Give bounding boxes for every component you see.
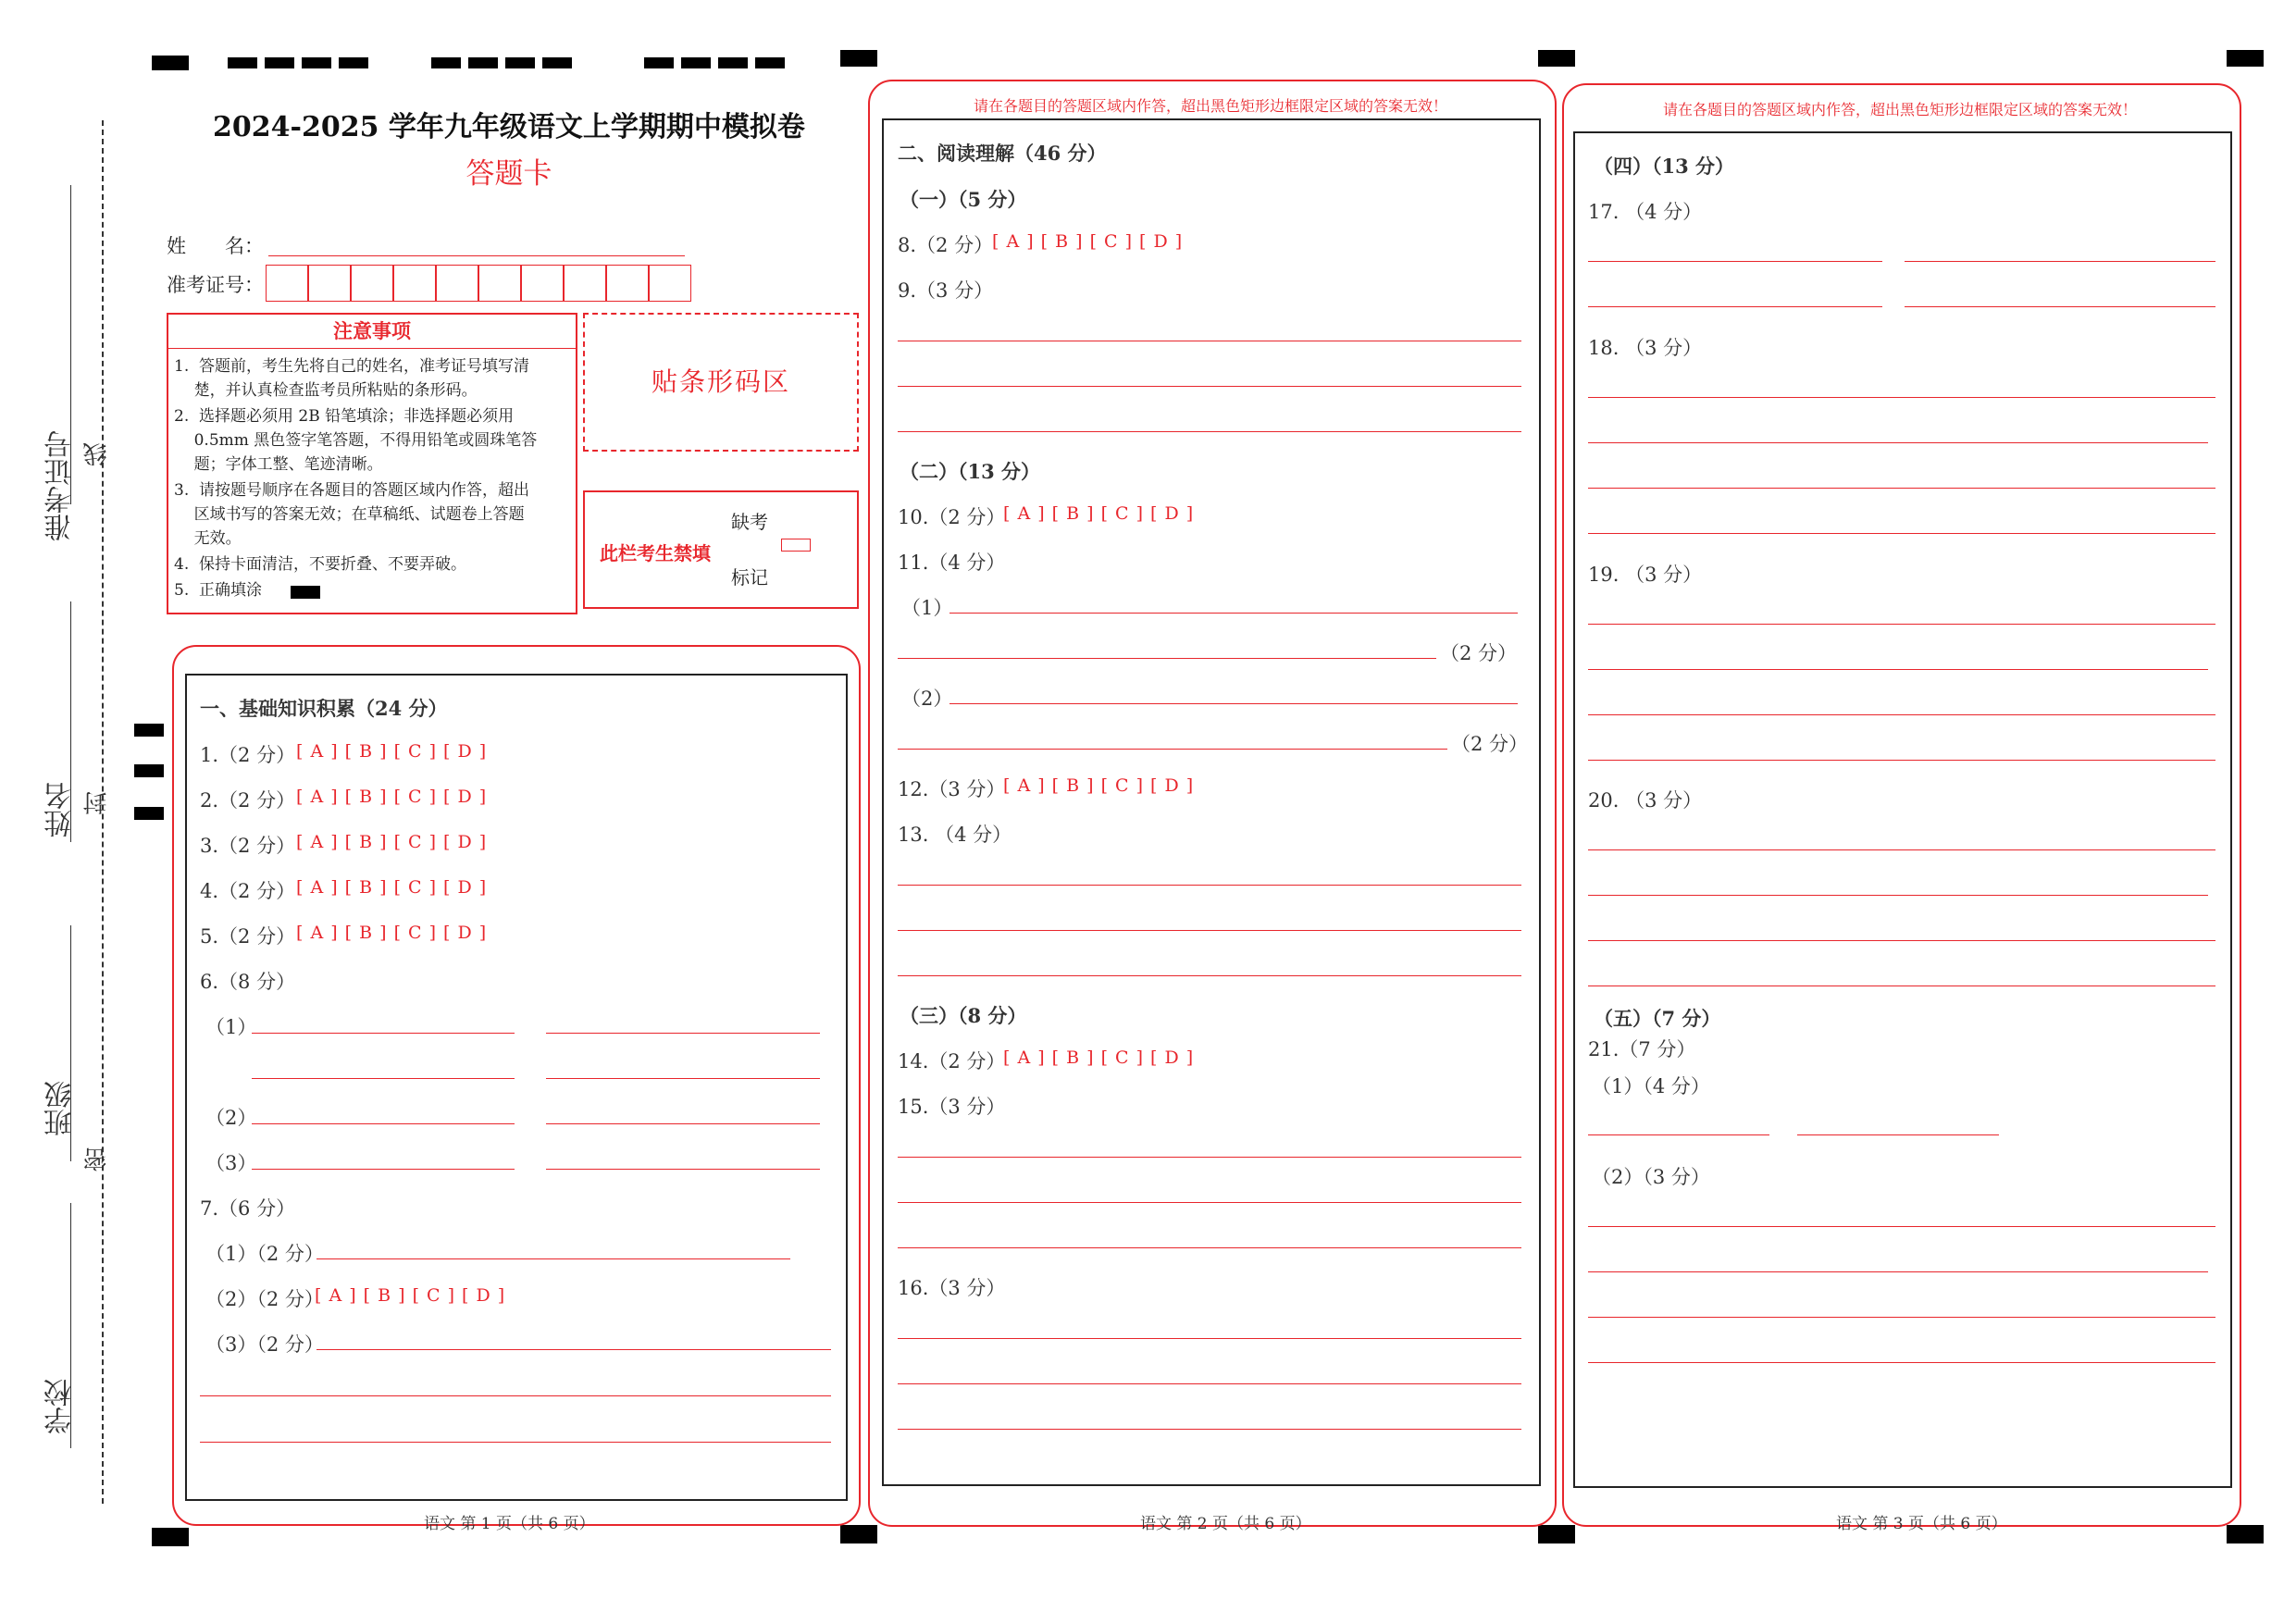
answer-line[interactable] (546, 1123, 820, 1124)
note-line: 3. 请按题号顺序在各题目的答题区域内作答，超出 (174, 481, 530, 500)
timing-mark (542, 57, 572, 68)
answer-line[interactable] (898, 431, 1521, 432)
exam-no-cell[interactable] (351, 265, 393, 302)
answer-line[interactable] (898, 1429, 1521, 1430)
part-3-title: （三）（8 分） (900, 1004, 1027, 1027)
answer-line[interactable] (316, 1349, 831, 1350)
answer-line[interactable] (898, 975, 1521, 976)
side-label-secret: 密 (83, 1147, 111, 1172)
page2-notice: 请在各题目的答题区域内作答，超出黑色矩形边框限定区域的答案无效！ (973, 97, 1447, 115)
q14-label: 14.（2 分） (898, 1050, 1006, 1072)
q7-label: 7.（6 分） (200, 1197, 296, 1220)
timing-mark (1538, 1525, 1575, 1543)
q7-2-options[interactable]: [ A ] [ B ] [ C ] [ D ] (315, 1285, 506, 1306)
note-line: 2. 选择题必须用 2B 铅笔填涂；非选择题必须用 (174, 407, 515, 426)
answer-line[interactable] (252, 1123, 515, 1124)
side-label-exam-no: 准考证号 (44, 430, 77, 541)
barcode-area (583, 313, 859, 452)
q18-label: 18. （3 分） (1588, 337, 1703, 359)
timing-mark (840, 1525, 877, 1543)
answer-line[interactable] (898, 749, 1447, 750)
q6-label: 6.（8 分） (200, 971, 296, 993)
q6-1-label: （1） (205, 1016, 257, 1038)
answer-line[interactable] (1588, 940, 2215, 941)
side-label-name: 姓名 (44, 782, 77, 837)
exam-no-cell[interactable] (649, 265, 691, 302)
side-label-seal: 封 (83, 791, 111, 815)
note-line: 0.5mm 黑色签字笔答题，不得用铅笔或圆珠笔答 (174, 431, 538, 450)
q14-options[interactable]: [ A ] [ B ] [ C ] [ D ] (1003, 1048, 1195, 1068)
q7-3-label: （3）（2 分） (205, 1333, 324, 1356)
answer-line[interactable] (1588, 306, 1882, 307)
absent-box (583, 490, 859, 609)
note-line: 楚，并认真检查监考员所粘贴的条形码。 (174, 381, 478, 400)
page3-notice: 请在各题目的答题区域内作答，超出黑色矩形边框限定区域的答案无效！ (1662, 101, 2137, 118)
exam-no-cell[interactable] (266, 265, 308, 302)
q13-label: 13. （4 分） (898, 824, 1012, 846)
note-line: 5. 正确填涂 (174, 581, 263, 600)
name-label: 姓 名： (167, 235, 264, 257)
timing-mark (228, 57, 257, 68)
part-5-title: （五）（7 分） (1594, 1007, 1721, 1030)
answer-line[interactable] (1588, 714, 2215, 715)
answer-line[interactable] (1588, 895, 2208, 896)
answer-line[interactable] (1797, 1134, 1999, 1135)
answer-line[interactable] (1588, 624, 2215, 625)
answer-line[interactable] (252, 1169, 515, 1170)
q10-label: 10.（2 分） (898, 506, 1006, 528)
answer-line[interactable] (1588, 1362, 2215, 1363)
answer-line[interactable] (1588, 533, 2215, 534)
absent-forbid-label: 此栏考生禁填 (600, 542, 711, 564)
timing-mark (755, 57, 785, 68)
q21-2-label: （2）（3 分） (1592, 1166, 1710, 1188)
answer-line[interactable] (200, 1395, 831, 1396)
q21-label: 21.（7 分） (1588, 1038, 1696, 1060)
q11-label: 11.（4 分） (898, 552, 1006, 574)
q12-options[interactable]: [ A ] [ B ] [ C ] [ D ] (1003, 775, 1195, 796)
q7-1-label: （1）（2 分） (205, 1243, 324, 1265)
exam-no-cell[interactable] (606, 265, 649, 302)
q9-label: 9.（3 分） (898, 279, 994, 302)
timing-mark (505, 57, 535, 68)
timing-mark (339, 57, 368, 68)
section-2-title: 二、阅读理解（46 分） (898, 142, 1107, 165)
timing-mark (431, 57, 461, 68)
page1-footer: 语文 第 1 页（共 6 页） (424, 1515, 595, 1533)
q2-label: 2.（2 分） (200, 789, 296, 812)
q2-options[interactable]: [ A ] [ B ] [ C ] [ D ] (296, 787, 488, 807)
note-line: 题；字体工整、笔迹清晰。 (174, 455, 383, 474)
answer-line[interactable] (898, 930, 1521, 931)
timing-mark (265, 57, 294, 68)
answer-line[interactable] (898, 1338, 1521, 1339)
timing-mark (468, 57, 498, 68)
side-label-line: 线 (83, 442, 111, 466)
answer-line[interactable] (949, 613, 1518, 614)
timing-mark (134, 764, 164, 777)
exam-no-label: 准考证号： (167, 274, 264, 296)
timing-mark (718, 57, 748, 68)
section-1-title: 一、基础知识积累（24 分） (200, 697, 448, 720)
timing-mark (2227, 50, 2264, 67)
exam-no-cell[interactable] (478, 265, 521, 302)
q6-2-label: （2） (205, 1107, 257, 1129)
answer-line[interactable] (546, 1033, 820, 1034)
answer-line[interactable] (1588, 442, 2208, 443)
answer-line[interactable] (252, 1078, 515, 1079)
answer-line[interactable] (316, 1258, 790, 1259)
answer-line[interactable] (1588, 669, 2208, 670)
q8-label: 8.（2 分） (898, 234, 994, 256)
q5-label: 5.（2 分） (200, 925, 296, 948)
side-label-school: 学校 (44, 1379, 77, 1434)
answer-line[interactable] (898, 1157, 1521, 1158)
exam-no-cell[interactable] (521, 265, 564, 302)
answer-line[interactable] (898, 658, 1436, 659)
fill-example-mark (291, 586, 320, 599)
note-line: 4. 保持卡面清洁，不要折叠、不要弄破。 (174, 555, 467, 574)
exam-no-cell[interactable] (308, 265, 351, 302)
q11-1-score: （2 分） (1440, 642, 1518, 664)
exam-no-cell[interactable] (564, 265, 606, 302)
answer-line[interactable] (252, 1033, 515, 1034)
answer-line[interactable] (1588, 397, 2215, 398)
q3-label: 3.（2 分） (200, 835, 296, 857)
timing-mark (840, 50, 877, 67)
absent-label: 缺考 (731, 511, 768, 533)
answer-line[interactable] (898, 386, 1521, 387)
q7-2-label: （2）（2 分） (205, 1288, 324, 1310)
q8-options[interactable]: [ A ] [ B ] [ C ] [ D ] (992, 231, 1184, 252)
part-4-title: （四）（13 分） (1594, 155, 1735, 178)
q5-options[interactable]: [ A ] [ B ] [ C ] [ D ] (296, 923, 488, 943)
q11-2-label: （2） (901, 688, 953, 710)
answer-line[interactable] (200, 1442, 831, 1443)
timing-mark (134, 807, 164, 820)
exam-no-cell[interactable] (436, 265, 478, 302)
answer-line[interactable] (1588, 488, 2215, 489)
note-line: 区域书写的答案无效；在草稿纸、试题卷上答题 (174, 505, 525, 524)
answer-line[interactable] (949, 703, 1518, 704)
timing-mark (302, 57, 331, 68)
answer-line[interactable] (546, 1169, 820, 1170)
note-line: 无效。 (174, 529, 242, 548)
notes-title: 注意事项 (168, 315, 576, 349)
q11-2-score: （2 分） (1451, 733, 1529, 755)
timing-mark (2227, 1525, 2264, 1543)
answer-line[interactable] (898, 1202, 1521, 1203)
q21-1-label: （1）（4 分） (1592, 1075, 1710, 1097)
q6-3-label: （3） (205, 1152, 257, 1174)
barcode-label: 贴条形码区 (651, 366, 790, 397)
q19-label: 19. （3 分） (1588, 564, 1703, 586)
timing-mark (681, 57, 711, 68)
answer-line[interactable] (546, 1078, 820, 1079)
name-field[interactable] (268, 255, 685, 256)
answer-line[interactable] (898, 1247, 1521, 1248)
answer-line[interactable] (898, 1383, 1521, 1384)
page-subtitle: 答题卡 (465, 157, 552, 191)
page2-footer: 语文 第 2 页（共 6 页） (1140, 1515, 1311, 1533)
note-line: 1. 答题前，考生先将自己的姓名，准考证号填写清 (174, 357, 530, 376)
q10-options[interactable]: [ A ] [ B ] [ C ] [ D ] (1003, 503, 1195, 524)
q1-options[interactable]: [ A ] [ B ] [ C ] [ D ] (296, 741, 488, 762)
answer-line[interactable] (1588, 1271, 2208, 1272)
absent-mark-label: 标记 (731, 566, 768, 589)
q16-label: 16.（3 分） (898, 1277, 1006, 1299)
part-2-title: （二）（13 分） (900, 460, 1041, 483)
side-label-class: 班级 (44, 1081, 77, 1136)
answer-line[interactable] (1588, 849, 2215, 850)
timing-mark (134, 724, 164, 737)
answer-line[interactable] (1588, 1134, 1769, 1135)
timing-mark (1538, 50, 1575, 67)
q4-options[interactable]: [ A ] [ B ] [ C ] [ D ] (296, 877, 488, 898)
q20-label: 20. （3 分） (1588, 789, 1703, 812)
notes-box (167, 313, 577, 614)
q15-label: 15.（3 分） (898, 1096, 1006, 1118)
answer-line[interactable] (1588, 1317, 2215, 1318)
answer-line[interactable] (898, 885, 1521, 886)
q4-label: 4.（2 分） (200, 880, 296, 902)
page3-footer: 语文 第 3 页（共 6 页） (1836, 1515, 2007, 1533)
exam-no-cell[interactable] (393, 265, 436, 302)
q1-label: 1.（2 分） (200, 744, 296, 766)
timing-mark (644, 57, 674, 68)
q17-label: 17. （4 分） (1588, 201, 1703, 223)
absent-checkbox[interactable] (781, 539, 811, 552)
answer-line[interactable] (1905, 261, 2215, 262)
answer-line[interactable] (1588, 1226, 2215, 1227)
timing-mark (152, 56, 189, 70)
answer-line[interactable] (1588, 760, 2215, 761)
part-1-title: （一）（5 分） (900, 188, 1027, 211)
answer-line[interactable] (1588, 261, 1882, 262)
q3-options[interactable]: [ A ] [ B ] [ C ] [ D ] (296, 832, 488, 852)
answer-line[interactable] (1905, 306, 2215, 307)
q12-label: 12.（3 分） (898, 778, 1006, 800)
page-title: 2024-2025 学年九年级语文上学期期中模拟卷 (213, 111, 805, 143)
q11-1-label: （1） (901, 597, 953, 619)
timing-mark (152, 1528, 189, 1546)
